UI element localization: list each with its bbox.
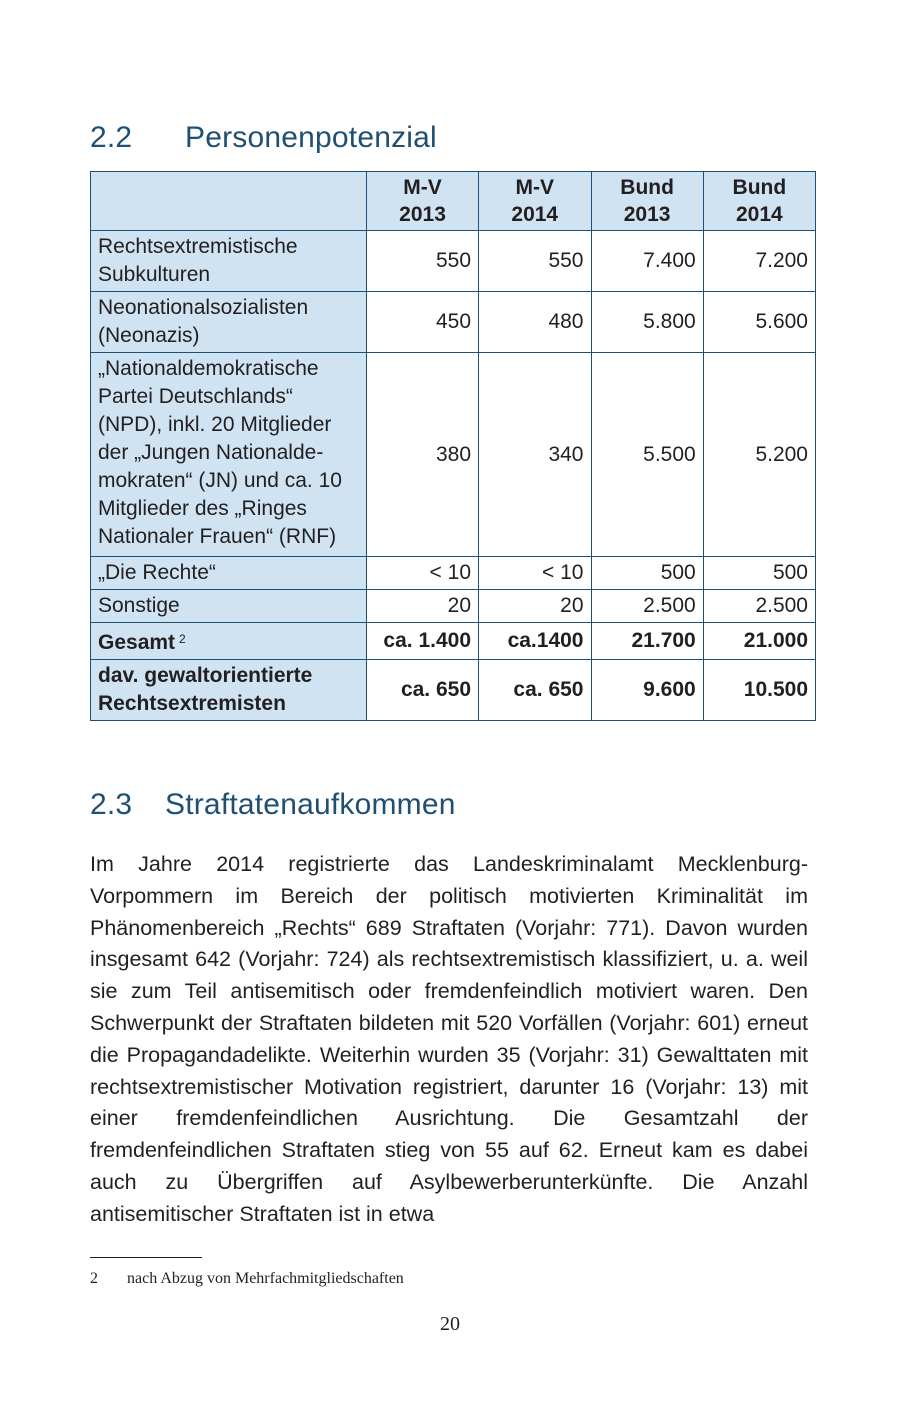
row-label: „Die Rechte“ xyxy=(91,557,367,590)
table-cell: 500 xyxy=(591,557,703,590)
row-label: dav. gewaltorientierte Rechtsextremisten xyxy=(91,660,367,721)
table-cell: 5.600 xyxy=(703,292,815,353)
table-cell: 20 xyxy=(479,590,591,623)
section-title: Straftatenaufkommen xyxy=(165,788,456,821)
table-row-violent xyxy=(91,660,816,721)
section-number: 2.2 xyxy=(90,121,133,154)
table-cell: 340 xyxy=(479,353,591,557)
column-header: Bund 2013 xyxy=(591,172,703,231)
column-header: M-V 2013 xyxy=(367,172,479,231)
table-cell: 10.500 xyxy=(703,660,815,721)
table-row xyxy=(91,590,816,623)
personenpotenzial-table xyxy=(90,171,816,721)
table-cell: 7.200 xyxy=(703,231,815,292)
section-number: 2.3 xyxy=(90,788,133,821)
table-cell: 2.500 xyxy=(591,590,703,623)
footnote-number: 2 xyxy=(90,1270,98,1287)
column-header: Bund 2014 xyxy=(703,172,815,231)
row-label: Rechtsextremistische Subkulturen xyxy=(91,231,367,292)
section-heading-straftatenaufkommen xyxy=(90,788,456,822)
table-row-total xyxy=(91,623,816,660)
footnote xyxy=(90,1270,404,1288)
table-cell: ca. 1.400 xyxy=(367,623,479,660)
column-header: M-V 2014 xyxy=(479,172,591,231)
table-cell: ca. 650 xyxy=(367,660,479,721)
row-label xyxy=(91,623,367,660)
footnote-divider xyxy=(90,1257,202,1258)
table-header-row xyxy=(91,172,816,231)
table-cell: 480 xyxy=(479,292,591,353)
table-cell: 5.800 xyxy=(591,292,703,353)
table-row xyxy=(91,557,816,590)
section-title: Personenpotenzial xyxy=(185,121,437,154)
table-cell: 550 xyxy=(367,231,479,292)
table-cell: 21.700 xyxy=(591,623,703,660)
table-cell: 380 xyxy=(367,353,479,557)
table-cell: ca.1400 xyxy=(479,623,591,660)
table-row xyxy=(91,353,816,557)
table-cell: 20 xyxy=(367,590,479,623)
table-cell: 450 xyxy=(367,292,479,353)
page-number: 20 xyxy=(440,1313,460,1335)
row-label: „Nationaldemokratische Partei Deutschlands“ (NPD), inkl. 20 Mitglieder der „Jungen Nationalde-mokraten“ (JN) und ca. 10 Mitglieder des „Ringes Nationaler Frauen“ (RNF) xyxy=(91,353,367,557)
table-corner-cell xyxy=(91,172,367,231)
body-paragraph: Im Jahre 2014 registrierte das Landeskriminalamt Mecklenburg-Vorpommern im Bereich der politisch motivierten Kriminalität im Phänomenbereich „Rechts“ 689 Straftaten (Vorjahr: 771). Davon wurden insgesamt 642 (Vorjahr: 724) als rechtsextremistisch klassifiziert, u. a. weil sie zum Teil antisemitisch oder fremdenfeindlich motiviert waren. Den Schwerpunkt der Straftaten bildeten mit 520 Vorfällen (Vorjahr: 601) erneut die Propagandadelikte. Weiterhin wurden 35 (Vorjahr: 31) Gewalttaten mit rechtsextremistischer Motivation registriert, darunter 16 (Vorjahr: 13) mit einer fremdenfeindlichen Ausrichtung. Die Gesamtzahl der fremdenfeindlichen Straftaten stieg von 55 auf 62. Erneut kam es dabei auch zu Übergriffen auf Asylbewerberunterkünfte. Die Anzahl antisemitischer Straftaten ist in etwa xyxy=(90,852,808,1226)
table-cell: 9.600 xyxy=(591,660,703,721)
table-cell: 21.000 xyxy=(703,623,815,660)
table-cell: 5.500 xyxy=(591,353,703,557)
section-heading-personenpotenzial xyxy=(90,121,437,155)
table-cell: 500 xyxy=(703,557,815,590)
row-label-text: Gesamt xyxy=(98,631,176,654)
table-row xyxy=(91,292,816,353)
table-cell: 2.500 xyxy=(703,590,815,623)
table-cell: 7.400 xyxy=(591,231,703,292)
table-cell: 550 xyxy=(479,231,591,292)
table-cell: < 10 xyxy=(479,557,591,590)
footnote-text: nach Abzug von Mehrfachmitgliedschaften xyxy=(127,1270,404,1287)
row-label: Neonationalsozialisten (Neonazis) xyxy=(91,292,367,353)
table-row xyxy=(91,231,816,292)
table-cell: < 10 xyxy=(367,557,479,590)
table-cell: 5.200 xyxy=(703,353,815,557)
footnote-ref: 2 xyxy=(179,632,186,646)
row-label: Sonstige xyxy=(91,590,367,623)
table-cell: ca. 650 xyxy=(479,660,591,721)
